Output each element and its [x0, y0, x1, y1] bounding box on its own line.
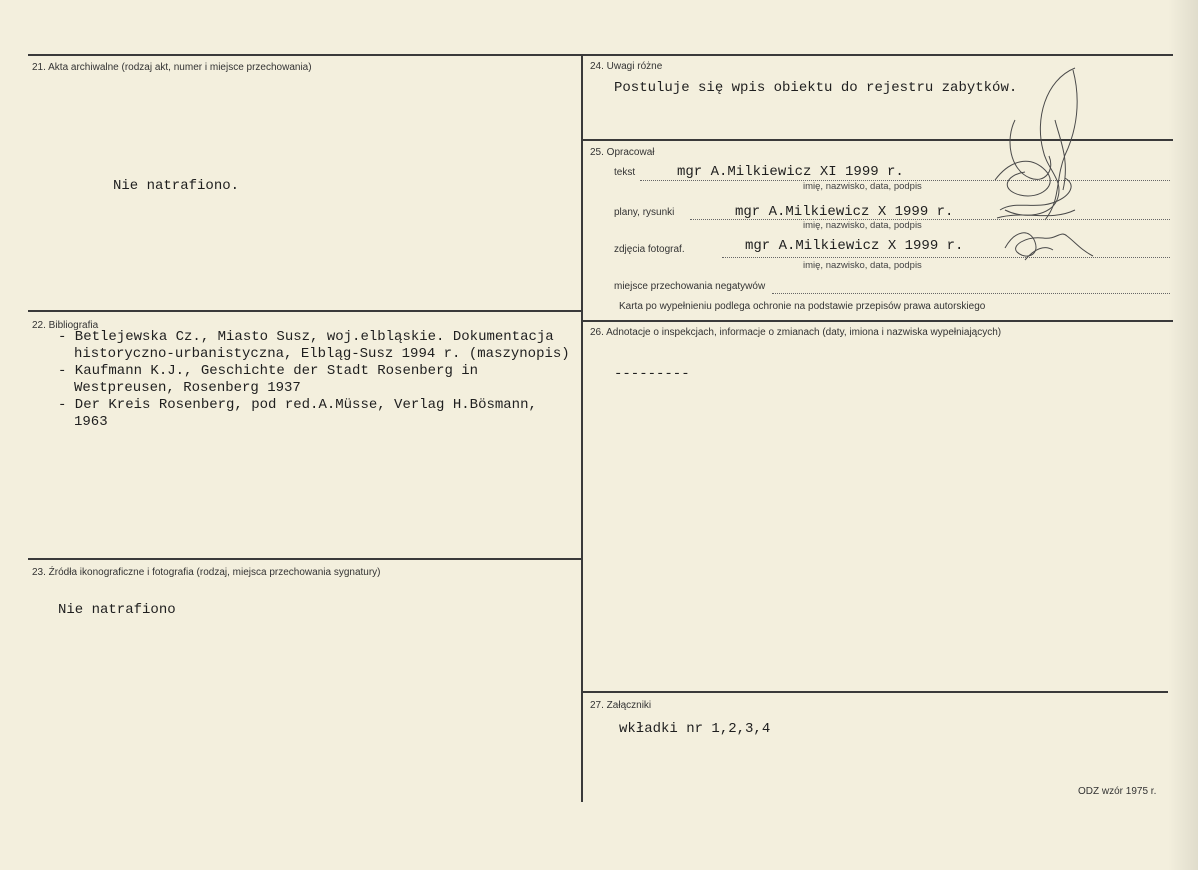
- tekst-label: tekst: [614, 167, 636, 178]
- signature-image: [985, 60, 1105, 270]
- section-25-label: 25. Opracował: [590, 147, 655, 158]
- zdjecia-label: zdjęcia fotograf.: [614, 244, 685, 255]
- section-21-label: 21. Akta archiwalne (rodzaj akt, numer i miejsce przechowania): [32, 62, 312, 73]
- section-21-content: Nie natrafiono.: [113, 178, 240, 194]
- plany-sub: imię, nazwisko, data, podpis: [803, 220, 922, 231]
- negatywy-label: miejsce przechowania negatywów: [614, 281, 766, 292]
- bibliography-list: [58, 329, 578, 431]
- section-23-label: 23. Źródła ikonograficzne i fotografia (rodzaj, miejsca przechowania sygnatury): [32, 567, 381, 578]
- top-rule: [28, 54, 1173, 56]
- section-26-label: 26. Adnotacje o inspekcjach, informacje o zmianach (daty, imiona i nazwiska wypełniających): [590, 327, 1002, 338]
- center-divider: [581, 54, 583, 802]
- divider-21-22: [28, 310, 582, 312]
- tekst-sub: imię, nazwisko, data, podpis: [803, 181, 922, 192]
- form-footer: ODZ wzór 1975 r.: [1078, 786, 1157, 797]
- bibliography-item: - Kaufmann K.J., Geschichte der Stadt Rosenberg in Westpreusen, Rosenberg 1937: [58, 363, 479, 396]
- paper-edge-shade: [1168, 0, 1198, 870]
- zdjecia-value: mgr A.Milkiewicz X 1999 r.: [745, 238, 964, 254]
- section-24-label: 24. Uwagi różne: [590, 61, 663, 72]
- tekst-value: mgr A.Milkiewicz XI 1999 r.: [677, 164, 904, 180]
- bibliography-item: - Betlejewska Cz., Miasto Susz, woj.elbląskie. Dokumentacja historyczno-urbanistyczna, Elbląg-Susz 1994 r. (maszynopis): [58, 329, 570, 362]
- divider-25-26: [583, 320, 1173, 322]
- divider-22-23: [28, 558, 582, 560]
- plany-label: plany, rysunki: [614, 207, 675, 218]
- divider-26-27: [583, 691, 1168, 693]
- section-26-content: ---------: [614, 366, 690, 382]
- bibliography-item: - Der Kreis Rosenberg, pod red.A.Müsse, Verlag H.Bösmann, 1963: [58, 397, 537, 430]
- section-27-content: wkładki nr 1,2,3,4: [619, 721, 771, 737]
- copyright-note: Karta po wypełnieniu podlega ochronie na podstawie przepisów prawa autorskiego: [619, 301, 986, 312]
- plany-value: mgr A.Milkiewicz X 1999 r.: [735, 204, 954, 220]
- section-23-content: Nie natrafiono: [58, 602, 176, 618]
- zdjecia-sub: imię, nazwisko, data, podpis: [803, 260, 922, 271]
- section-27-label: 27. Załączniki: [590, 700, 652, 711]
- section-22-label: 22. Bibliografia: [32, 320, 99, 331]
- section-24-content: Postuluje się wpis obiektu do rejestru zabytków.: [614, 80, 1018, 96]
- negatywy-line: [772, 293, 1170, 294]
